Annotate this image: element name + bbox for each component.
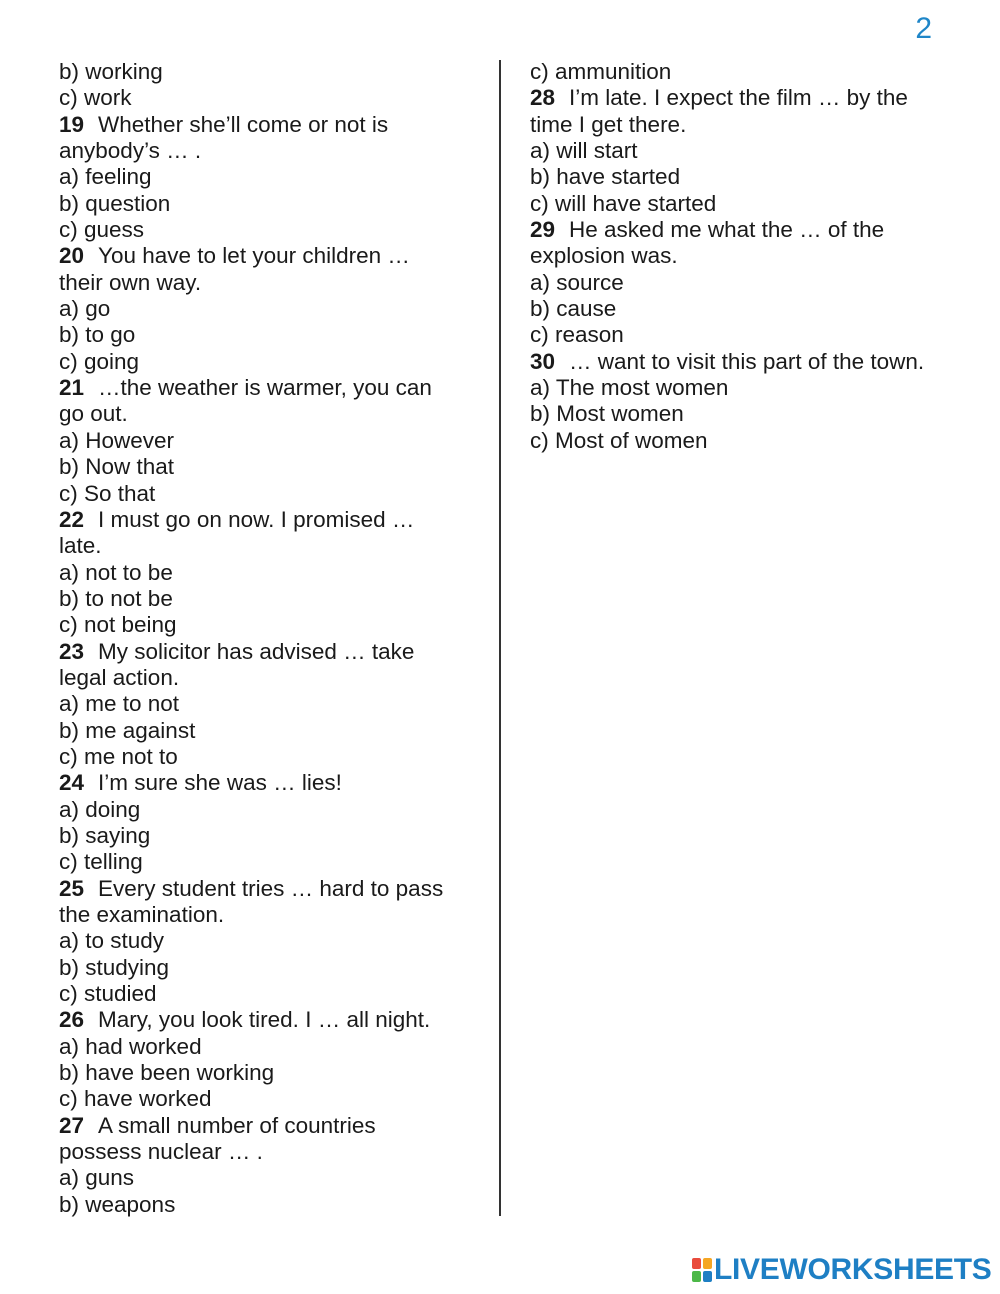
- question-text-line: [59, 770, 489, 796]
- question-text: He asked me what the … of the: [569, 217, 885, 243]
- question-text: time I get there.: [530, 111, 687, 137]
- answer-option: a) guns: [59, 1165, 135, 1191]
- question-text-line: [59, 138, 489, 164]
- question-28: [530, 85, 970, 138]
- question-21: [59, 375, 489, 428]
- answer-option: c) me not to: [59, 743, 178, 769]
- question-number: 22: [59, 506, 85, 532]
- question-text: their own way.: [59, 269, 202, 295]
- question-number: 28: [530, 85, 556, 111]
- answer-option: a) feeling: [59, 164, 152, 190]
- page-number: 2: [915, 12, 932, 45]
- question-text-line: [530, 112, 970, 138]
- question-text-line: [530, 85, 970, 111]
- answer-option: c) will have started: [530, 190, 717, 216]
- answer-option: c) reason: [530, 322, 624, 348]
- question-number: 20: [59, 243, 85, 269]
- answer-option: b) weapons: [59, 1191, 176, 1217]
- question-number: 27: [59, 1112, 85, 1138]
- question-20: [59, 243, 489, 296]
- question-25: [59, 876, 489, 929]
- question-19: [59, 112, 489, 165]
- answer-option: c) have worked: [59, 1086, 212, 1112]
- liveworksheets-logo-icon: [692, 1258, 712, 1282]
- question-text-line: [59, 112, 489, 138]
- answer-option: a) me to not: [59, 691, 180, 717]
- question-text-line: [59, 507, 489, 533]
- answer-option: b) working: [59, 59, 163, 84]
- question-text-line: [59, 1007, 489, 1033]
- answer-option: b) question: [59, 190, 171, 216]
- answer-option: b) Now that: [59, 454, 175, 480]
- logo-square: [703, 1258, 712, 1269]
- question-text-line: [530, 349, 970, 375]
- question-text-line: [530, 217, 970, 243]
- question-text-line: [59, 243, 489, 269]
- question-text: Mary, you look tired. I … all night.: [98, 1007, 431, 1033]
- question-text: … want to visit this part of the town.: [569, 348, 925, 374]
- question-text: Whether she’ll come or not is: [98, 111, 389, 137]
- question-text-line: [59, 876, 489, 902]
- answer-option: c) going: [59, 348, 140, 374]
- question-text: legal action.: [59, 664, 180, 690]
- question-text-line: [59, 1139, 489, 1165]
- question-number: 21: [59, 375, 85, 401]
- answer-option: c) telling: [59, 849, 143, 875]
- question-number: 29: [530, 217, 556, 243]
- answer-option: c) ammunition: [530, 59, 672, 84]
- question-text-line: [59, 1113, 489, 1139]
- question-number: 26: [59, 1007, 85, 1033]
- question-text: My solicitor has advised … take: [98, 638, 415, 664]
- right-column: [530, 59, 970, 454]
- answer-option: c) guess: [59, 217, 145, 243]
- question-number: 30: [530, 348, 556, 374]
- answer-option: a) go: [59, 296, 111, 322]
- question-number: 24: [59, 770, 85, 796]
- logo-square: [703, 1271, 712, 1282]
- question-text: …the weather is warmer, you can: [98, 375, 432, 401]
- answer-option: b) to go: [59, 322, 136, 348]
- answer-option: c) studied: [59, 981, 157, 1007]
- question-24: [59, 770, 489, 796]
- liveworksheets-logo: [692, 1255, 992, 1285]
- answer-option: c) not being: [59, 612, 177, 638]
- question-23: [59, 639, 489, 692]
- question-text: possess nuclear … .: [59, 1139, 263, 1165]
- question-text-line: [59, 665, 489, 691]
- answer-option: b) cause: [530, 296, 617, 322]
- answer-option: b) have started: [530, 164, 681, 190]
- question-text-line: [59, 639, 489, 665]
- answer-option: a) source: [530, 269, 624, 295]
- answer-option: a) doing: [59, 796, 141, 822]
- answer-option: c) So that: [59, 480, 156, 506]
- answer-option: b) saying: [59, 822, 151, 848]
- question-text-line: [530, 243, 970, 269]
- question-text: Every student tries … hard to pass: [98, 875, 444, 901]
- column-divider: [499, 60, 501, 1216]
- question-22: [59, 507, 489, 560]
- logo-text: LIVEWORKSHEETS: [714, 1253, 992, 1286]
- question-27: [59, 1113, 489, 1166]
- question-text-line: [59, 270, 489, 296]
- answer-option: b) Most women: [530, 401, 684, 427]
- question-text: I’m sure she was … lies!: [98, 770, 342, 796]
- question-number: 19: [59, 111, 85, 137]
- answer-option: a) to study: [59, 928, 165, 954]
- logo-square: [692, 1271, 701, 1282]
- question-number: 25: [59, 875, 85, 901]
- answer-option: b) have been working: [59, 1060, 275, 1086]
- question-26: [59, 1007, 489, 1033]
- question-text: I’m late. I expect the film … by the: [569, 85, 908, 111]
- answer-option: a) not to be: [59, 559, 173, 585]
- question-text: I must go on now. I promised …: [98, 506, 415, 532]
- left-column: [59, 59, 489, 1218]
- question-text: anybody’s … .: [59, 138, 202, 164]
- question-text-line: [59, 375, 489, 401]
- answer-option: c) Most of women: [530, 427, 708, 453]
- answer-option: c) work: [59, 85, 132, 111]
- answer-option: a) will start: [530, 138, 638, 164]
- logo-square: [692, 1258, 701, 1269]
- question-30: [530, 349, 970, 375]
- question-text-line: [59, 533, 489, 559]
- question-text: late.: [59, 533, 102, 559]
- answer-option: b) to not be: [59, 585, 173, 611]
- question-text: explosion was.: [530, 243, 678, 269]
- answer-option: a) However: [59, 427, 175, 453]
- answer-option: b) me against: [59, 717, 196, 743]
- question-text-line: [59, 902, 489, 928]
- question-text: go out.: [59, 401, 128, 427]
- question-text: the examination.: [59, 902, 225, 927]
- answer-option: a) had worked: [59, 1033, 202, 1059]
- answer-option: a) The most women: [530, 375, 729, 401]
- question-text: You have to let your children …: [98, 243, 410, 269]
- question-text-line: [59, 401, 489, 427]
- question-number: 23: [59, 638, 85, 664]
- question-29: [530, 217, 970, 270]
- answer-option: b) studying: [59, 954, 170, 980]
- question-text: A small number of countries: [98, 1112, 376, 1138]
